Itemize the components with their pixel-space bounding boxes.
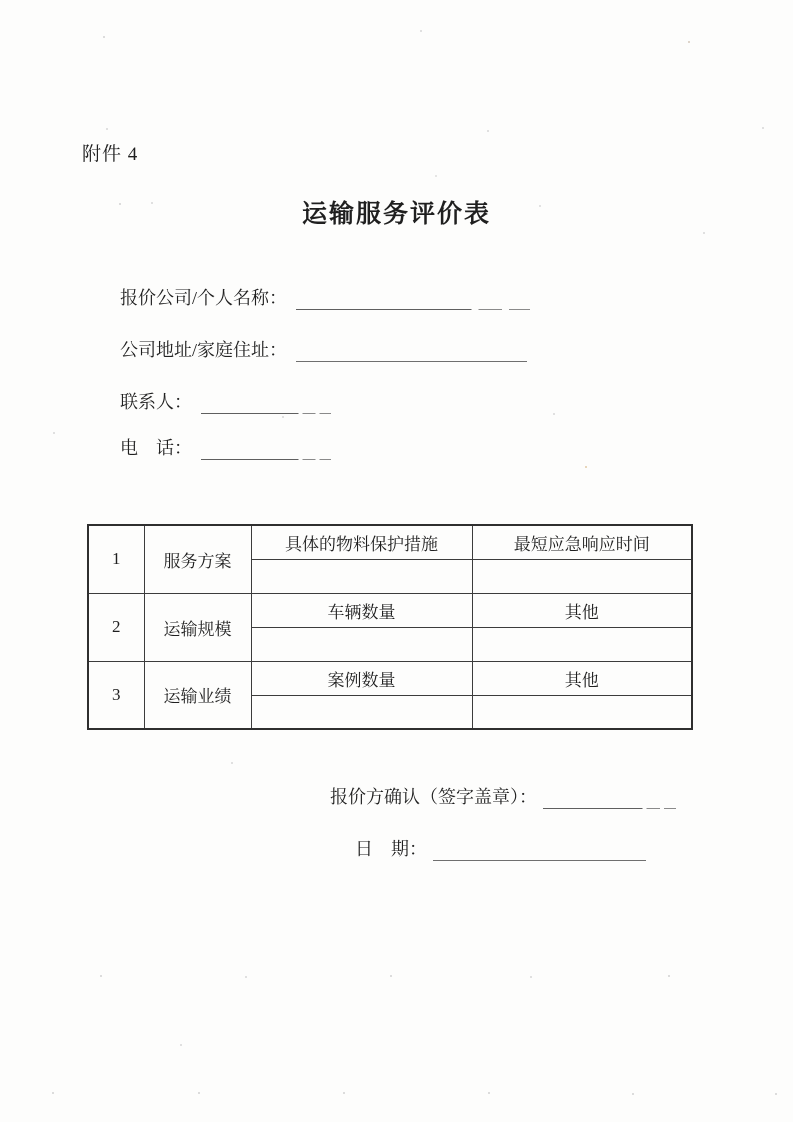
- row-value-cell: [472, 695, 692, 729]
- row-number-cell: 3: [88, 661, 144, 729]
- row-value-cell: [472, 559, 692, 593]
- row-category-cell: 运输业绩: [144, 661, 251, 729]
- phone-blank-line: [201, 436, 331, 460]
- date-label: 日 期：: [355, 839, 427, 859]
- contact-label: 联系人：: [120, 392, 192, 412]
- table-row: [88, 593, 692, 627]
- table-row: [88, 525, 692, 559]
- company-name-label: 报价公司/个人名称：: [120, 288, 288, 308]
- evaluation-table: [87, 524, 693, 730]
- row-value-cell: [251, 695, 472, 729]
- row-number-cell: 1: [88, 525, 144, 593]
- row-criterion-cell: 其他: [472, 661, 692, 695]
- attachment-label: 附件 4: [82, 144, 139, 165]
- row-criterion-cell: 具体的物料保护措施: [251, 525, 472, 559]
- address-blank-line: [296, 338, 527, 362]
- table-row: [88, 661, 692, 695]
- row-category-cell: 运输规模: [144, 593, 251, 661]
- date-blank-line: [433, 837, 646, 861]
- row-value-cell: [251, 627, 472, 661]
- field-company-name: [120, 284, 530, 310]
- contact-blank-line: [201, 390, 331, 414]
- row-criterion-cell: 其他: [472, 593, 692, 627]
- address-label: 公司地址/家庭住址：: [120, 340, 288, 360]
- field-address: [120, 336, 527, 362]
- scan-noise: [0, 0, 2, 2]
- field-phone: [120, 434, 331, 460]
- row-value-cell: [251, 559, 472, 593]
- date-row: [355, 835, 646, 861]
- confirm-label: 报价方确认（签字盖章）：: [330, 787, 537, 807]
- field-contact: [120, 388, 331, 414]
- company-name-blank-line: [296, 286, 530, 310]
- row-value-cell: [472, 627, 692, 661]
- phone-label: 电 话：: [120, 438, 192, 458]
- form-title: 运输服务评价表: [301, 201, 491, 228]
- row-criterion-cell: 案例数量: [251, 661, 472, 695]
- confirm-blank-line: [543, 785, 676, 809]
- row-number-cell: 2: [88, 593, 144, 661]
- row-criterion-cell: 最短应急响应时间: [472, 525, 692, 559]
- confirm-signature-row: [330, 783, 676, 809]
- row-category-cell: 服务方案: [144, 525, 251, 593]
- row-criterion-cell: 车辆数量: [251, 593, 472, 627]
